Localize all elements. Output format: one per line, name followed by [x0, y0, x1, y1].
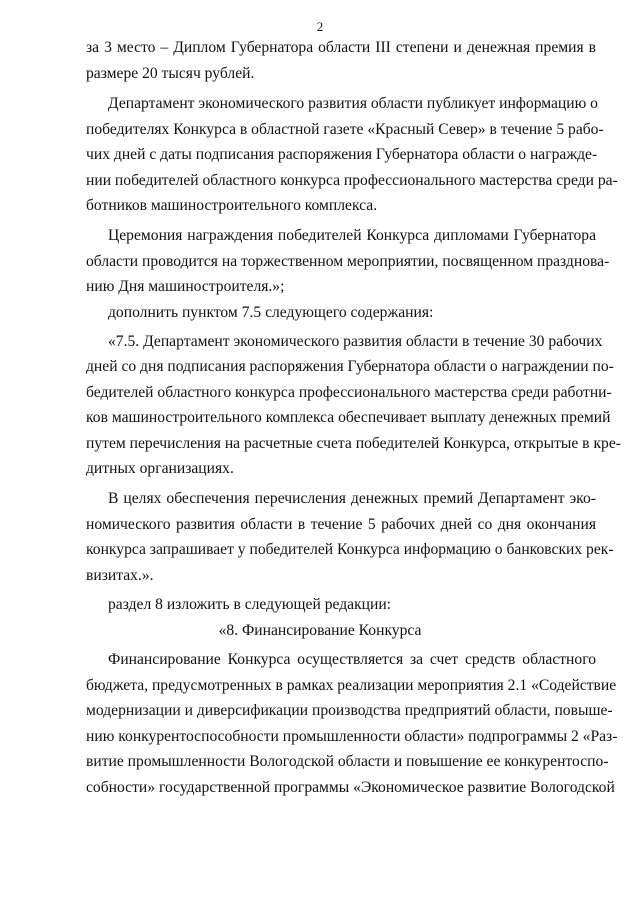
page-number: 2 [316, 19, 324, 34]
text-line: Церемония награждения победителей Конкурса дипломами Губернатора [108, 227, 596, 244]
text-line: Финансирование Конкурса осуществляется за счет средств областного [108, 651, 596, 668]
text-line: чих дней с даты подписания распоряжения Губернатора области о награжде- [86, 146, 598, 163]
text-line: конкурса запрашивает у победителей Конкурса информацию о банковских рек- [86, 541, 614, 558]
text-line: нии победителей областного конкурса профессионального мастерства среди ра- [86, 172, 618, 189]
text-line: путем перечисления на расчетные счета победителей Конкурса, открытые в кре- [86, 435, 621, 452]
text-line: области проводится на торжественном мероприятии, посвященном празднова- [86, 253, 610, 270]
text-line: «7.5. Департамент экономического развития области в течение 30 рабочих [108, 333, 603, 350]
text-line: визитах.». [86, 567, 154, 584]
text-line: нию Дня машиностроителя.»; [86, 278, 285, 295]
text-line: размере 20 тысяч рублей. [86, 65, 255, 82]
text-line: номического развития области в течение 5 рабочих дней со дня окончания [86, 516, 596, 533]
section-heading: «8. Финансирование Конкурса [218, 622, 422, 639]
text-line: победителях Конкурса в областной газете «Красный Север» в течение 5 рабо- [86, 121, 604, 138]
text-line: Департамент экономического развития области публикует информацию о [108, 95, 598, 112]
text-line: модернизации и диверсификации производства предприятий области, повыше- [86, 702, 613, 719]
text-line: В целях обеспечения перечисления денежных премий Департамент эко- [108, 490, 596, 507]
text-line: дитных организациях. [86, 460, 234, 477]
text-line: за 3 место – Диплом Губернатора области III степени и денежная премия в [86, 39, 596, 56]
text-line: бедителей областного конкурса профессионального мастерства среди работни- [86, 384, 612, 401]
text-line: дней со дня подписания распоряжения Губернатора области о награждении по- [86, 358, 614, 375]
text-line: дополнить пунктом 7.5 следующего содержания: [108, 304, 434, 321]
text-line: нию конкурентоспособности промышленности области» подпрограммы 2 «Раз- [86, 728, 618, 745]
text-line: ботников машиностроительного комплекса. [86, 197, 378, 214]
text-line: бюджета, предусмотренных в рамках реализации мероприятия 2.1 «Содействие [86, 677, 617, 694]
text-line: ков машиностроительного комплекса обеспечивает выплату денежных премий [86, 409, 611, 426]
text-line: собности» государственной программы «Экономическое развитие Вологодской [86, 779, 615, 796]
text-line: раздел 8 изложить в следующей редакции: [108, 596, 392, 613]
text-line: витие промышленности Вологодской области и повышение ее конкурентоспо- [86, 753, 609, 770]
